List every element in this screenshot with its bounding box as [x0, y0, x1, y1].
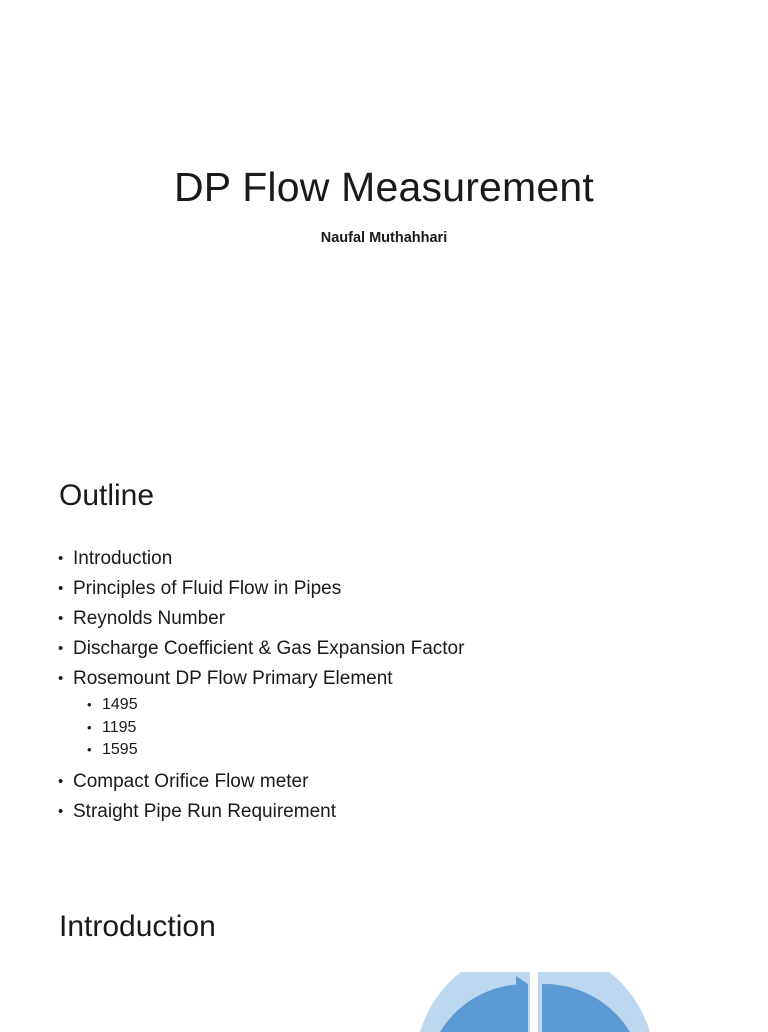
- sub-item-1595: • 1595: [87, 739, 464, 762]
- cycle-diagram-graphic: [420, 972, 650, 1032]
- cycle-divider: [530, 972, 538, 1032]
- title-slide: [0, 0, 768, 432]
- outline-item-compact-orifice: • Compact Orifice Flow meter: [58, 767, 464, 797]
- outline-slide: [0, 432, 768, 864]
- outline-item-rosemount: [58, 664, 464, 762]
- outline-item-reynolds: • Reynolds Number: [58, 604, 464, 634]
- outline-item-introduction: • Introduction: [58, 544, 464, 574]
- sub-item-1195: • 1195: [87, 717, 464, 740]
- introduction-heading: Introduction: [59, 910, 216, 943]
- outline-item-discharge: • Discharge Coefficient & Gas Expansion Factor: [58, 634, 464, 664]
- outline-item-rosemount-label: Rosemount DP Flow Primary Element: [73, 668, 393, 689]
- presentation-title: DP Flow Measurement: [173, 164, 595, 210]
- rosemount-sub-list: [87, 694, 464, 762]
- introduction-slide: [0, 864, 768, 1024]
- outline-item-straight-pipe: • Straight Pipe Run Requirement: [58, 797, 464, 827]
- sub-item-1495: • 1495: [87, 694, 464, 717]
- outline-item-fluid-flow: • Principles of Fluid Flow in Pipes: [58, 574, 464, 604]
- author-name: Naufal Muthahhari: [320, 230, 448, 246]
- outline-list: [58, 544, 464, 827]
- outline-heading: Outline: [59, 479, 155, 512]
